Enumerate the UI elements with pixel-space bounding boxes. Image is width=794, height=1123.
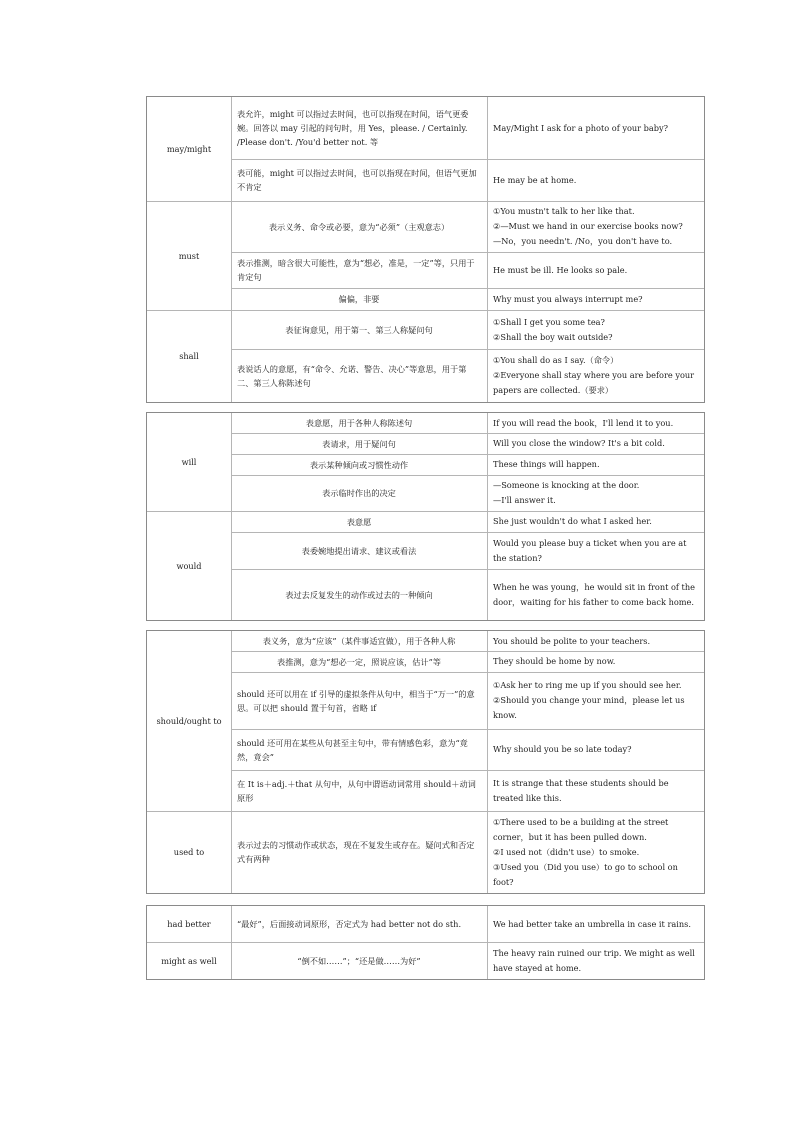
would-willingness-desc: 表意愿 (346, 516, 372, 527)
should-it-is-adj-example: It is strange that these students should be treated like this. (493, 777, 669, 803)
should-it-is-adj-desc: 在 It is＋adj.＋that 从句中，从句中谓语动词常用 should＋动词原形 (237, 778, 476, 803)
shall-will-desc: 表说话人的意愿，有“命令、允诺、警告、决心”等意思，用于第二、第三人称陈述句 (237, 363, 467, 388)
had-better-desc: “最好”，后面接动词原形，否定式为 had better not do sth. (237, 919, 462, 929)
modal-table-1 (146, 96, 705, 403)
will-request-example: Will you close the window? It's a bit cold. (493, 438, 665, 448)
label-used-to: used to (173, 847, 205, 857)
should-inference-desc: 表推测，意为“想必一定，照说应该，估计”等 (277, 656, 441, 667)
label-may-might: may/might (166, 144, 212, 154)
must-insist-example: Why must you always interrupt me? (493, 293, 643, 304)
must-obligation-example: ①You mustn't talk to her like that. ②—Must we hand in our exercise books now? —No，you needn't. /No，you don't have to. (493, 206, 683, 246)
label-will: will (181, 457, 197, 467)
used-to-example: ①There used to be a building at the street corner，but it has been pulled down. ②I used not（didn't use）to smoke. ③Used you（Did you use）to go to school on foot? (493, 816, 678, 887)
label-would: would (176, 560, 202, 571)
should-emotion-desc: should 还可用在某些从句甚至主句中，带有情感色彩，意为“竟然，竟会” (237, 737, 468, 762)
should-obligation-example: You should be polite to your teachers. (493, 635, 651, 646)
must-inference-desc: 表示推测，暗含很大可能性，意为“想必，准是，一定”等，只用于肯定句 (237, 258, 475, 282)
modal-table-3 (146, 630, 705, 894)
would-polite-example: Would you please buy a ticket when you are at the station? (493, 537, 687, 563)
will-decision-example: —Someone is knocking at the door. —I'll answer it. (493, 480, 640, 505)
will-willingness-example: If you will read the book，I'll lend it to you. (493, 417, 674, 428)
label-should-ought-to: should/ought to (156, 716, 222, 726)
would-polite-desc: 表委婉地提出请求、建议或看法 (301, 545, 417, 556)
may-might-possibility-example: He may be at home. (493, 174, 577, 185)
should-conditional-desc: should 还可以用在 if 引导的虚拟条件从句中，相当于“万一”的意思。可以把 should 置于句首，省略 if (237, 688, 475, 713)
may-might-permission-desc: 表允许，might 可以指过去时间，也可以指现在时间，语气更委婉。回答以 may 引起的问句时，用 Yes，please. / Certainly. /Please don't. /You'd better not. 等 (237, 109, 469, 147)
label-might-as-well: might as well (161, 955, 217, 966)
label-must: must (178, 250, 200, 261)
shall-suggestion-example: ①Shall I get you some tea? ②Shall the boy wait outside? (493, 316, 613, 342)
will-tendency-desc: 表示某种倾向或习惯性动作 (309, 459, 409, 470)
may-might-permission-example: May/Might I ask for a photo of your baby? (493, 122, 669, 133)
will-willingness-desc: 表意愿，用于各种人称陈述句 (305, 418, 413, 428)
must-insist-desc: 偏偏，非要 (338, 294, 380, 304)
should-obligation-desc: 表义务，意为“应该”（某件事适宜做），用于各种人称 (262, 636, 456, 646)
would-past-habit-desc: 表过去反复发生的动作或过去的一种倾向 (285, 589, 433, 600)
should-emotion-example: Why should you be so late today? (493, 744, 632, 754)
modal-table-2 (146, 412, 705, 621)
must-inference-example: He must be ill. He looks so pale. (493, 264, 628, 275)
shall-suggestion-desc: 表征询意见，用于第一、第三人称疑问句 (285, 324, 433, 335)
will-decision-desc: 表示临时作出的决定 (322, 488, 396, 498)
label-had-better: had better (167, 919, 211, 929)
shall-will-example: ①You shall do as I say.（命令） ②Everyone shall stay where you are before your papers are collected.（要求） (493, 355, 695, 395)
label-shall: shall (179, 351, 199, 361)
would-willingness-example: She just wouldn't do what I asked her. (493, 516, 652, 526)
might-as-well-desc: “倒不如……”；“还是做……为好” (297, 955, 421, 966)
will-request-desc: 表请求，用于疑问句 (322, 438, 396, 449)
would-past-habit-example: When he was young，he would sit in front of the door，waiting for his father to come back home. (493, 581, 695, 607)
will-tendency-example: These things will happen. (493, 459, 600, 469)
may-might-possibility-desc: 表可能，might 可以指过去时间，也可以指现在时间，但语气更加不肯定 (237, 168, 477, 192)
might-as-well-example: The heavy rain ruined our trip. We might as well have stayed at home. (493, 947, 695, 973)
should-inference-example: They should be home by now. (493, 656, 616, 666)
should-conditional-example: ①Ask her to ring me up if you should see her. ②Should you change your mind，please let us know. (493, 680, 685, 720)
must-obligation-desc: 表示义务、命令或必要，意为“必须”（主观意志） (268, 221, 450, 232)
modal-table-4 (146, 905, 705, 980)
used-to-desc: 表示过去的习惯动作或状态，现在不复发生或存在。疑问式和否定式有两种 (237, 840, 475, 864)
had-better-example: We had better take an umbrella in case it rains. (493, 918, 691, 929)
